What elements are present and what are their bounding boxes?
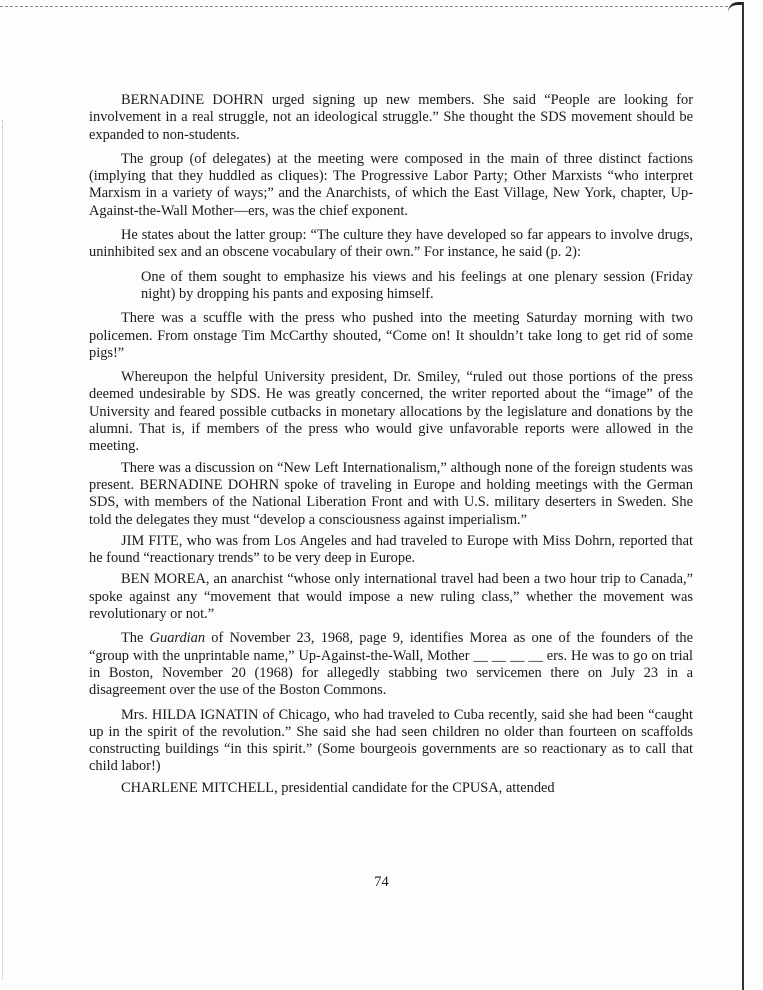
paragraph-internationalism: There was a discussion on “New Left Internationalism,” although none of the foreign students was present. BERNADINE DOHRN spoke of traveling in Europe and holding meetings with the German SDS, with members of the National Liberation Front and with U.S. military deserters in Sweden. She told the delegates they must “develop a consciousness against imperialism.” bbox=[89, 459, 693, 528]
paragraph-ignatin: Mrs. HILDA IGNATIN of Chicago, who had traveled to Cuba recently, said she had been “caught up in the spirit of the revolution.” She said she had seen children no older than fourteen on scaffolds constructing buildings “in this spirit.” (Some bourgeois governments are so reactionary as to call that child labor!) bbox=[89, 706, 693, 775]
binding-hook bbox=[728, 2, 742, 17]
paragraph-dohrn-members: BERNADINE DOHRN urged signing up new members. She said “People are looking for involvement in a real struggle, not an ideological struggle.” She thought the SDS movement should be expanded to non-students. bbox=[89, 92, 693, 143]
paragraph-mitchell: CHARLENE MITCHELL, presidential candidate for the CPUSA, attended bbox=[121, 779, 555, 796]
document-page bbox=[89, 92, 693, 804]
page-number: 74 bbox=[374, 874, 389, 890]
guardian-pre: The bbox=[121, 630, 150, 647]
guardian-title: Guardian bbox=[149, 630, 206, 647]
top-dashed-rule bbox=[0, 6, 728, 7]
paragraph-factions: The group (of delegates) at the meeting were composed in the main of three distinct factions (implying that they huddled as cliques): The Progressive Labor Party; Other Marxists “who interpret Marxism in a variety of ways;” and the Anarchists, of which the East Village, New York, chapter, Up-Against-the-Wall Mother—ers, was the chief exponent. bbox=[89, 150, 693, 219]
paragraph-culture: He states about the latter group: “The culture they have developed so far appears to involve drugs, uninhibited sex and an obscene vocabulary of their own.” For instance, he said (p. 2): bbox=[89, 227, 693, 261]
paragraph-fite: JIM FITE, who was from Los Angeles and had traveled to Europe with Miss Dohrn, reported that he found “reactionary trends” to be very deep in Europe. bbox=[89, 532, 693, 567]
binding-edge-line bbox=[742, 2, 744, 990]
paragraph-smiley: Whereupon the helpful University president, Dr. Smiley, “ruled out those portions of the press deemed undesirable by SDS. He was greatly concerned, the writer reported about the “image” of the University and feared possible cutbacks in monetary allocations by the legislature and donations by the alumni. That is, if members of the press who would give unfavorable reports were allowed in the meeting. bbox=[89, 369, 693, 455]
paragraph-guardian bbox=[89, 630, 693, 699]
paragraph-scuffle: There was a scuffle with the press who pushed into the meeting Saturday morning with two policemen. From onstage Tim McCarthy shouted, “Come on! It shouldn’t take long to get rid of some pigs!” bbox=[89, 310, 693, 361]
guardian-post: of November 23, 1968, page 9, identifies Morea as one of the founders of the “group with the unprintable name,” Up-Against-the-Wall, Mother __ __ __ __ ers. He was to go on trial in Boston, November 20 (1968) for allegedly stabbing two servicemen there on July 23 in a disagreement over the use of the Boston Commons. bbox=[89, 630, 693, 699]
paragraph-morea: BEN MOREA, an anarchist “whose only international travel had been a two hour trip to Canada,” spoke against any “movement that would impose a new ruling class,” whether the movement was revolutionary or not.” bbox=[89, 571, 693, 623]
left-scan-edge bbox=[2, 120, 3, 980]
block-quote-plenary: One of them sought to emphasize his views and his feelings at one plenary session (Friday night) by dropping his pants and exposing himself. bbox=[141, 268, 693, 302]
